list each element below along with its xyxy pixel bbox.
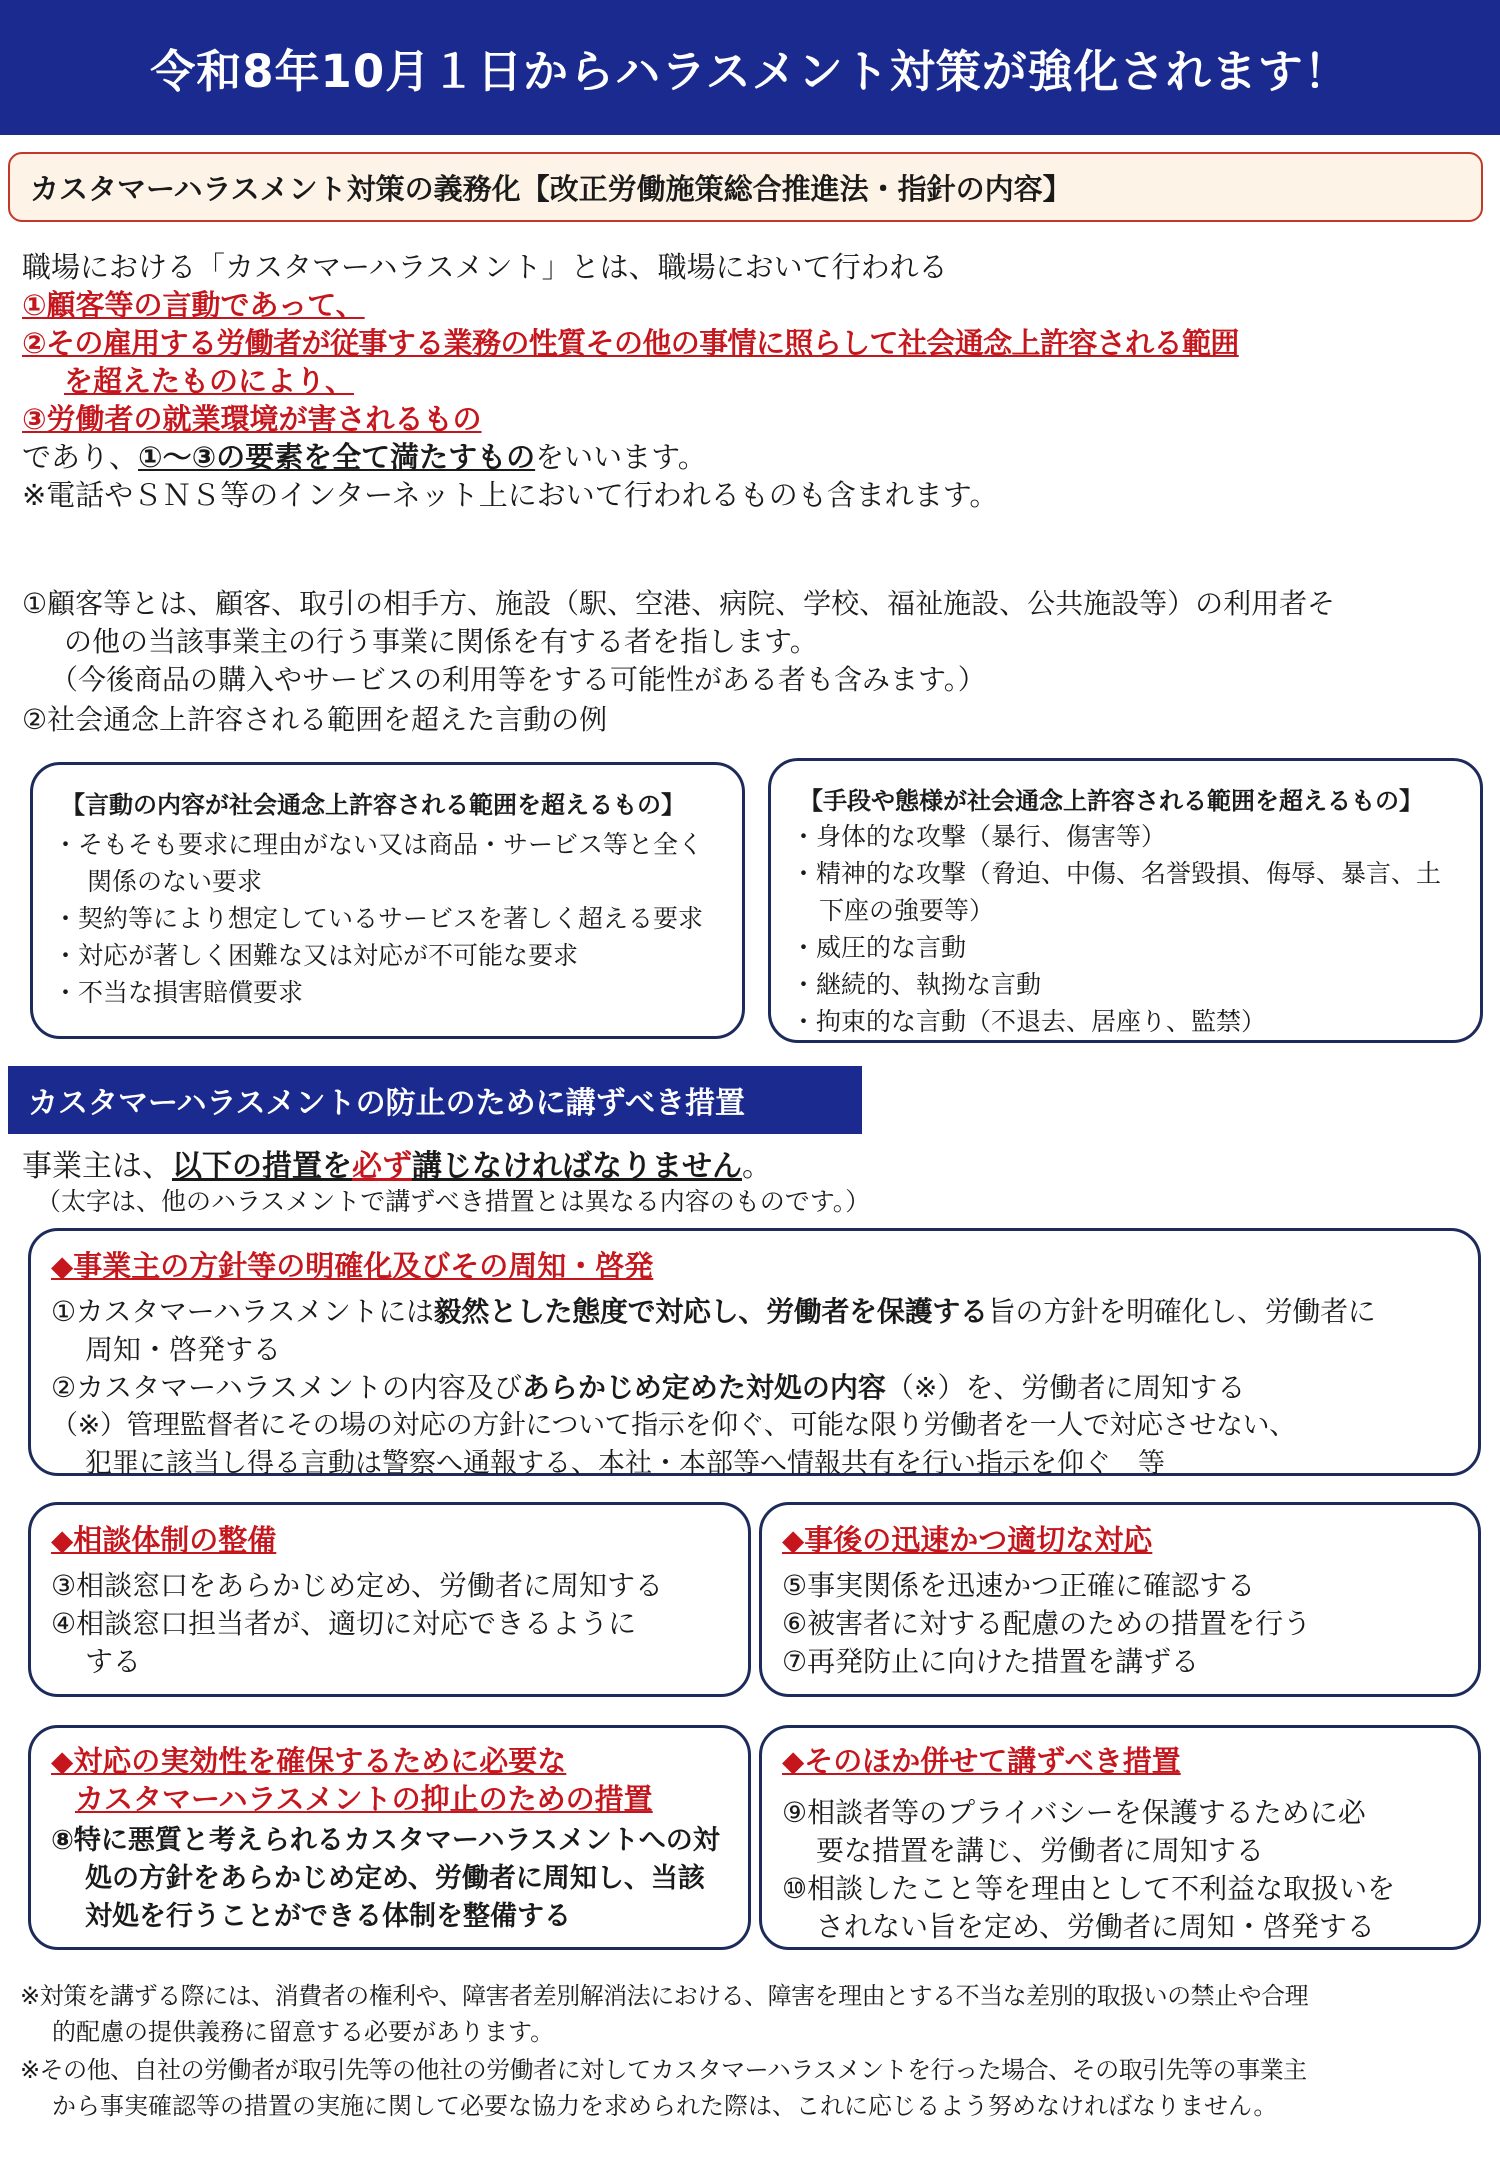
definition-conclusion: であり、①～③の要素を全て満たすものをいいます。 [22,440,707,474]
subtitle-box: カスタマーハラスメント対策の義務化【改正労働施策総合推進法・指針の内容】 [8,152,1483,222]
definition-point-1: ①顧客等の言動であって、 [22,288,365,322]
footer-note: 的配慮の提供義務に留意する必要があります。 [52,2018,555,2046]
measure-heading: ◆相談体制の整備 [51,1523,277,1557]
definition-note: ※電話やＳＮＳ等のインターネット上において行われるものも含まれます。 [22,478,999,512]
example-box-manner [768,758,1483,1043]
measure-item: 処の方針をあらかじめ定め、労働者に周知し、当該 [85,1863,705,1894]
example-item: ・不当な損害賠償要求 [53,978,304,1007]
measure-item: ⑨相談者等のプライバシーを保護するために必 [782,1796,1366,1829]
measure-heading: ◆事後の迅速かつ適切な対応 [782,1523,1153,1557]
obligation-text: 事業主は、以下の措置を必ず講じなければなりません。 [22,1149,772,1184]
definition-point-2: ②その雇用する労働者が従事する業務の性質その他の事情に照らして社会通念上許容される範囲 [22,326,1239,360]
measure-box-policy [28,1228,1481,1479]
measure-item: ③相談窓口をあらかじめ定め、労働者に周知する [51,1569,663,1602]
measure-box-other [759,1725,1481,1950]
measure-item: する [85,1645,142,1678]
example-item: ・身体的な攻撃（暴行、傷害等） [791,822,1167,851]
explanation-1-note: （今後商品の購入やサービスの利用等をする可能性がある者も含みます。） [50,663,986,696]
example-box-heading: 【言動の内容が社会通念上許容される範囲を超えるもの】 [61,791,685,819]
explanation-section [22,585,1482,739]
measure-item: 犯罪に該当し得る言動は警察へ通報する、本社・本部等へ情報共有を行い指示を仰ぐ 等 [85,1448,1165,1479]
definition-point-2-cont: を超えたものにより、 [64,364,355,398]
measure-box-consultation [28,1502,751,1697]
example-item: 下座の強要等） [819,896,995,925]
example-item: ・精神的な攻撃（脅迫、中傷、名誉毀損、侮辱、暴言、土 [791,859,1442,888]
example-item: ・対応が著しく困難な又は対応が不可能な要求 [53,941,579,970]
measure-item: ⑩相談したこと等を理由として不利益な取扱いを [782,1872,1396,1905]
example-item: ・契約等により想定しているサービスを著しく超える要求 [53,904,704,933]
measure-heading: ◆そのほか併せて講ずべき措置 [782,1744,1181,1778]
measure-item: 対処を行うことができる体制を整備する [85,1901,571,1932]
example-item: 関係のない要求 [87,867,263,896]
measure-item: （※）管理監督者にその場の対応の方針について指示を仰ぐ、可能な限り労働者を一人で対応させない、 [51,1410,1296,1441]
definition-intro: 職場における「カスタマーハラスメント」とは、職場において行われる [22,250,948,284]
explanation-1-cont: の他の当該事業主の行う事業に関係を有する者を指します。 [64,625,818,658]
example-box-content [30,762,745,1039]
example-item: ・拘束的な言動（不退去、居座り、監禁） [791,1007,1267,1036]
definition-point-3: ③労働者の就業環境が害されるもの [22,402,482,436]
footer-note: ※その他、自社の労働者が取引先等の他社の労働者に対してカスタマーハラスメントを行った場合、その取引先等の事業主 [20,2056,1307,2084]
measure-item: ①カスタマーハラスメントには毅然とした態度で対応し、労働者を保護する旨の方針を明確化し、労働者に [51,1295,1376,1328]
measure-heading: ◆事業主の方針等の明確化及びその周知・啓発 [51,1249,654,1283]
measure-item: ⑧特に悪質と考えられるカスタマーハラスメントへの対 [51,1825,720,1856]
title-banner [0,0,1500,135]
measure-item: ⑥被害者に対する配慮のための措置を行う [782,1607,1312,1640]
measure-item: ②カスタマーハラスメントの内容及びあらかじめ定めた対処の内容（※）を、労働者に周知する [51,1371,1246,1404]
measure-item: 周知・啓発する [85,1333,282,1366]
measure-item: 要な措置を講じ、労働者に周知する [816,1834,1265,1867]
measure-box-deterrence [28,1725,751,1950]
measure-heading: カスタマーハラスメントの抑止のための措置 [75,1782,653,1816]
measure-box-response [759,1502,1481,1697]
explanation-1: ①顧客等とは、顧客、取引の相手方、施設（駅、空港、病院、学校、福祉施設、公共施設等）の利用者そ [22,587,1336,620]
footer-notes [20,1978,1490,2124]
obligation-statement [22,1148,1482,1218]
measure-item: ④相談窓口担当者が、適切に対応できるように [51,1607,637,1640]
obligation-note: （太字は、他のハラスメントで講ずべき措置とは異なる内容のものです。） [36,1187,871,1216]
page-title: 令和8年10月１日からハラスメント対策が強化されます！ [150,45,1350,98]
definition-section [22,248,1482,514]
example-item: ・継続的、執拗な言動 [791,970,1042,999]
measure-heading: ◆対応の実効性を確保するために必要な [51,1744,567,1778]
measure-item: されない旨を定め、労働者に周知・啓発する [816,1910,1375,1943]
footer-note: から事実確認等の措置の実施に関して必要な協力を求められた際は、これに応じるよう努めなければなりません。 [52,2092,1278,2120]
example-item: ・そもそも要求に理由がない又は商品・サービス等と全く [53,830,704,859]
example-box-heading: 【手段や態様が社会通念上許容される範囲を超えるもの】 [799,787,1423,815]
measure-item: ⑦再発防止に向けた措置を講ずる [782,1645,1200,1678]
explanation-2: ②社会通念上許容される範囲を超えた言動の例 [22,703,608,736]
example-item: ・威圧的な言動 [791,933,967,962]
measure-item: ⑤事実関係を迅速かつ正確に確認する [782,1569,1256,1602]
footer-note: ※対策を講ずる際には、消費者の権利や、障害者差別解消法における、障害を理由とする不当な差別的取扱いの禁止や合理 [20,1982,1309,2010]
section-heading: カスタマーハラスメントの防止のために講ずべき措置 [8,1066,862,1134]
